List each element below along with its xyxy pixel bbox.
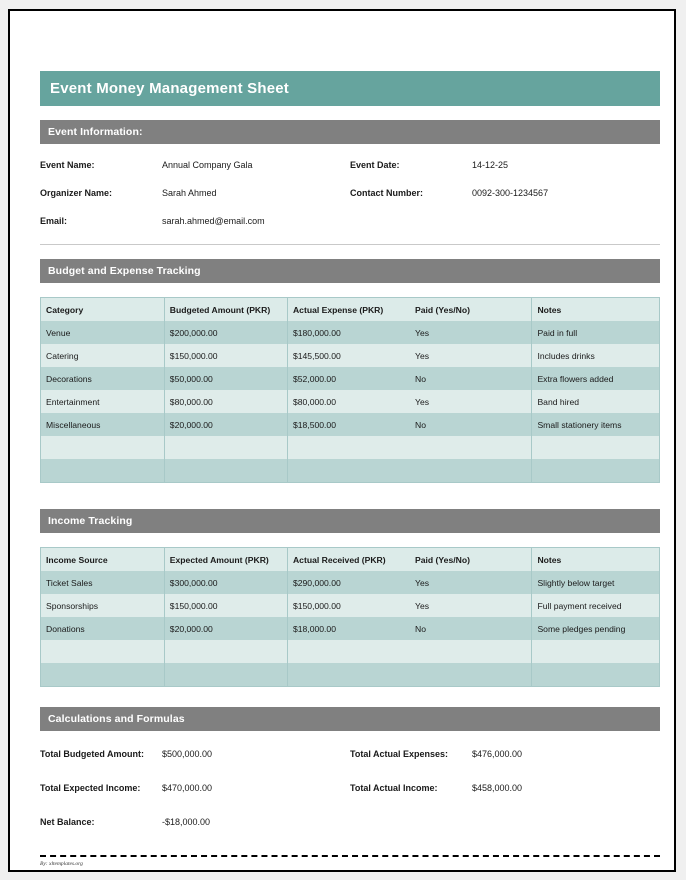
cell-actual: [287, 459, 410, 483]
cell-category: Entertainment: [41, 390, 165, 413]
spacer: [40, 245, 660, 259]
table-row: [41, 413, 660, 436]
field-organizer-name: [40, 188, 350, 198]
column-header: Notes: [532, 548, 660, 572]
cell-notes: Small stationery items: [532, 413, 660, 436]
spacer: [40, 106, 660, 120]
field-value: Sarah Ahmed: [162, 188, 217, 198]
cell-notes: Extra flowers added: [532, 367, 660, 390]
page-content: [40, 71, 660, 867]
page-frame: [8, 9, 676, 872]
calc-value: -$18,000.00: [162, 817, 211, 827]
calc-value: $470,000.00: [162, 783, 213, 793]
cell-notes: Full payment received: [532, 594, 660, 617]
cell-paid: No: [410, 413, 532, 436]
table-row: [41, 617, 660, 640]
cell-notes: Band hired: [532, 390, 660, 413]
section-header-event-information: Event Information:: [40, 120, 660, 144]
field-label: Email:: [40, 216, 68, 226]
cell-received: $290,000.00: [287, 571, 410, 594]
calc-net-balance: [40, 817, 350, 827]
calc-row: [40, 749, 660, 759]
cell-paid: [410, 640, 532, 663]
cell-notes: [532, 663, 660, 687]
cell-actual: $18,500.00: [287, 413, 410, 436]
field-event-name: [40, 160, 350, 170]
cell-paid: Yes: [410, 321, 532, 344]
cell-paid: Yes: [410, 390, 532, 413]
column-header: Actual Received (PKR): [287, 548, 410, 572]
column-header: Income Source: [41, 548, 165, 572]
column-header: Actual Expense (PKR): [287, 298, 410, 322]
info-row: [40, 188, 660, 198]
table-row: [41, 571, 660, 594]
cell-notes: [532, 436, 660, 459]
budget-table: [40, 297, 660, 483]
cell-received: $150,000.00: [287, 594, 410, 617]
cell-budgeted: [164, 436, 287, 459]
cell-paid: Yes: [410, 344, 532, 367]
calc-value: $476,000.00: [472, 749, 523, 759]
event-information-fields: [40, 144, 660, 226]
table-row-empty: [41, 640, 660, 663]
calc-label: Total Budgeted Amount:: [40, 749, 144, 759]
cell-notes: Some pledges pending: [532, 617, 660, 640]
calc-total-expected-income: [40, 783, 350, 793]
section-header-income-tracking: Income Tracking: [40, 509, 660, 533]
table-row: [41, 367, 660, 390]
cell-category: Miscellaneous: [41, 413, 165, 436]
calc-total-actual-income: [350, 783, 660, 793]
calc-label: Net Balance:: [40, 817, 95, 827]
cell-notes: [532, 640, 660, 663]
table-row-empty: [41, 663, 660, 687]
table-row: [41, 321, 660, 344]
cell-actual: [287, 436, 410, 459]
table-header-row: [41, 548, 660, 572]
page-title: Event Money Management Sheet: [40, 71, 660, 106]
cell-income-source: Donations: [41, 617, 165, 640]
table-row: [41, 594, 660, 617]
field-value: 0092-300-1234567: [472, 188, 549, 198]
calc-value: $500,000.00: [162, 749, 213, 759]
table-row: [41, 344, 660, 367]
cell-expected: [164, 640, 287, 663]
column-header: Paid (Yes/No): [410, 548, 532, 572]
section-header-calculations: Calculations and Formulas: [40, 707, 660, 731]
field-contact-number: [350, 188, 660, 198]
cell-income-source: Ticket Sales: [41, 571, 165, 594]
calc-total-actual-expenses: [350, 749, 660, 759]
table-row-empty: [41, 459, 660, 483]
cell-budgeted: $150,000.00: [164, 344, 287, 367]
column-header: Budgeted Amount (PKR): [164, 298, 287, 322]
column-header: Notes: [532, 298, 660, 322]
cell-income-source: [41, 663, 165, 687]
column-header: Category: [41, 298, 165, 322]
cell-paid: Yes: [410, 594, 532, 617]
cell-category: Decorations: [41, 367, 165, 390]
cell-category: Venue: [41, 321, 165, 344]
calculations-fields: [40, 731, 660, 827]
cell-budgeted: $80,000.00: [164, 390, 287, 413]
calc-total-budgeted-amount: [40, 749, 350, 759]
footer: [40, 851, 660, 867]
cell-notes: Paid in full: [532, 321, 660, 344]
cell-expected: $300,000.00: [164, 571, 287, 594]
calc-empty: [350, 817, 660, 827]
cell-received: [287, 663, 410, 687]
cell-income-source: Sponsorships: [41, 594, 165, 617]
calc-label: Total Actual Income:: [350, 783, 438, 793]
spacer: [40, 483, 660, 509]
cell-actual: $145,500.00: [287, 344, 410, 367]
info-row: [40, 160, 660, 170]
cell-budgeted: $200,000.00: [164, 321, 287, 344]
column-header: Expected Amount (PKR): [164, 548, 287, 572]
cell-budgeted: [164, 459, 287, 483]
cell-paid: [410, 459, 532, 483]
cell-actual: $80,000.00: [287, 390, 410, 413]
spacer: [40, 687, 660, 707]
calc-label: Total Actual Expenses:: [350, 749, 449, 759]
cell-paid: Yes: [410, 571, 532, 594]
cell-notes: Slightly below target: [532, 571, 660, 594]
cell-paid: No: [410, 367, 532, 390]
table-row: [41, 390, 660, 413]
income-table: [40, 547, 660, 687]
cell-expected: $20,000.00: [164, 617, 287, 640]
cell-received: $18,000.00: [287, 617, 410, 640]
cell-notes: [532, 459, 660, 483]
field-empty: [350, 216, 660, 226]
field-value: Annual Company Gala: [162, 160, 253, 170]
calc-row: [40, 817, 660, 827]
cell-expected: [164, 663, 287, 687]
info-row: [40, 216, 660, 226]
calc-label: Total Expected Income:: [40, 783, 141, 793]
cell-paid: [410, 436, 532, 459]
cell-actual: $52,000.00: [287, 367, 410, 390]
section-header-budget-tracking: Budget and Expense Tracking: [40, 259, 660, 283]
calc-row: [40, 783, 660, 793]
cell-paid: [410, 663, 532, 687]
cell-notes: Includes drinks: [532, 344, 660, 367]
cell-received: [287, 640, 410, 663]
field-label: Organizer Name:: [40, 188, 113, 198]
field-label: Event Name:: [40, 160, 95, 170]
field-label: Event Date:: [350, 160, 400, 170]
field-label: Contact Number:: [350, 188, 424, 198]
table-row-empty: [41, 436, 660, 459]
cell-budgeted: $50,000.00: [164, 367, 287, 390]
column-header: Paid (Yes/No): [410, 298, 532, 322]
footer-credit: By: xltemplates.org: [40, 861, 83, 867]
cell-category: [41, 459, 165, 483]
cell-budgeted: $20,000.00: [164, 413, 287, 436]
cell-actual: $180,000.00: [287, 321, 410, 344]
cell-paid: No: [410, 617, 532, 640]
cell-expected: $150,000.00: [164, 594, 287, 617]
field-email: [40, 216, 350, 226]
cell-income-source: [41, 640, 165, 663]
field-value: sarah.ahmed@email.com: [162, 216, 265, 226]
field-value: 14-12-25: [472, 160, 509, 170]
table-header-row: [41, 298, 660, 322]
field-event-date: [350, 160, 660, 170]
cell-category: Catering: [41, 344, 165, 367]
calc-value: $458,000.00: [472, 783, 523, 793]
cell-category: [41, 436, 165, 459]
